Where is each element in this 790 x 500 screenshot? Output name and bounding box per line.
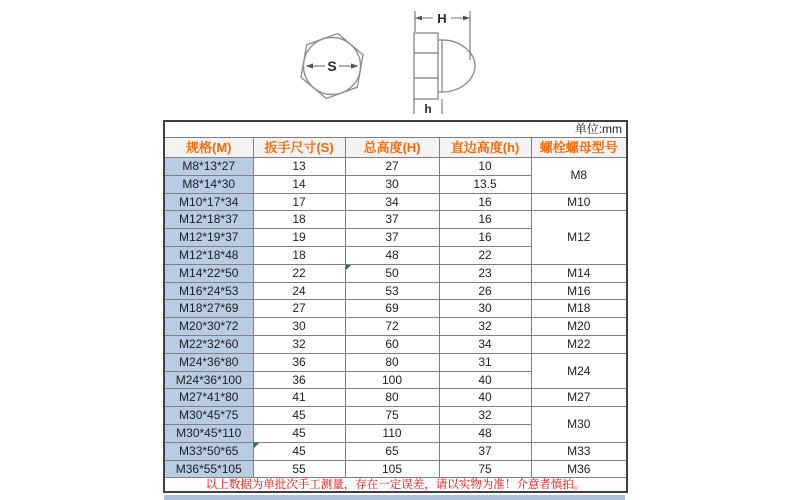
excel-comment-flag-icon [254,443,259,448]
wrench-size-cell: 36 [253,353,345,371]
side-height-cell: 23 [439,264,531,282]
arrow-left-icon [306,63,314,68]
side-height-cell: 31 [439,353,531,371]
side-height-cell: 48 [439,424,531,442]
total-height-cell: 65 [345,442,439,460]
model-cell: M22 [531,335,627,353]
wrench-size-cell: 32 [253,335,345,353]
spec-cell: M33*50*65 [164,442,253,460]
spec-cell: M10*17*34 [164,193,253,211]
wrench-size-cell: 36 [253,371,345,389]
wrench-size-cell: 17 [253,193,345,211]
spec-cell: M8*14*30 [164,175,253,193]
table-row [164,407,627,425]
model-cell: M14 [531,264,627,282]
side-height-cell: 40 [439,389,531,407]
spec-cell: M30*45*75 [164,407,253,425]
arrow-left-icon [415,16,422,21]
side-height-cell: 16 [439,229,531,247]
wrench-size-cell: 13 [253,158,345,176]
footer-disclaimer: 以上数据为单批次手工测量，存在一定误差，请以实物为准！介意者慎拍。 [164,478,627,493]
unit-note: 单位:mm [164,121,627,138]
total-height-cell: 80 [345,389,439,407]
wrench-size-cell: 24 [253,282,345,300]
s-dimension-label: S [327,58,337,74]
total-height-cell: 37 [345,229,439,247]
total-height-cell: 105 [345,460,439,478]
side-height-cell: 34 [439,335,531,353]
total-height-cell: 48 [345,246,439,264]
wrench-size-cell: 19 [253,229,345,247]
total-height-cell [345,264,439,282]
spec-cell: M30*45*110 [164,424,253,442]
total-height-cell: 72 [345,318,439,336]
side-height-label: h [424,102,432,116]
table-row [164,389,627,407]
spec-cell: M24*36*80 [164,353,253,371]
technical-drawings [285,8,485,118]
spec-cell: M8*13*27 [164,158,253,176]
wrench-size-cell [253,442,345,460]
hex-nut-top-view-drawing [298,29,366,104]
total-height-cell: 60 [345,335,439,353]
col-header-side-height: 直边高度(h) [439,138,531,158]
table-header-row [164,138,627,158]
table-row [164,318,627,336]
model-cell: M27 [531,389,627,407]
wrench-size-cell: 18 [253,211,345,229]
spec-cell: M14*22*50 [164,264,253,282]
arrow-right-icon [351,63,359,68]
spec-cell: M12*19*37 [164,229,253,247]
total-height-cell: 37 [345,211,439,229]
col-header-wrench: 扳手尺寸(S) [253,138,345,158]
spec-cell: M27*41*80 [164,389,253,407]
total-height-cell: 80 [345,353,439,371]
total-height-cell: 75 [345,407,439,425]
side-height-cell: 10 [439,158,531,176]
side-height-cell: 16 [439,211,531,229]
wrench-size-cell: 30 [253,318,345,336]
wrench-size-cell: 45 [253,424,345,442]
side-height-cell: 16 [439,193,531,211]
table-row [164,300,627,318]
total-height-cell: 69 [345,300,439,318]
spec-cell: M24*36*100 [164,371,253,389]
total-height-cell: 30 [345,175,439,193]
spec-cell: M12*18*37 [164,211,253,229]
arrow-right-icon [463,16,470,21]
side-height-cell: 32 [439,318,531,336]
wrench-size-cell: 18 [253,246,345,264]
model-cell: M33 [531,442,627,460]
table-row [164,211,627,229]
spec-cell: M16*24*53 [164,282,253,300]
wrench-size-cell: 41 [253,389,345,407]
spec-cell: M20*30*72 [164,318,253,336]
table-footer-row [164,478,627,493]
total-height-cell: 110 [345,424,439,442]
side-height-cell: 75 [439,460,531,478]
spec-cell: M22*32*60 [164,335,253,353]
cropped-next-row-strip [164,495,625,500]
table-row [164,193,627,211]
spec-cell: M12*18*48 [164,246,253,264]
wrench-size-cell: 27 [253,300,345,318]
side-height-cell: 30 [439,300,531,318]
total-height-cell: 53 [345,282,439,300]
total-height-label: H [437,11,447,26]
total-height-cell: 100 [345,371,439,389]
col-header-total-height: 总高度(H) [345,138,439,158]
side-height-cell: 40 [439,371,531,389]
model-cell: M10 [531,193,627,211]
wrench-size-cell: 45 [253,407,345,425]
table-row [164,353,627,371]
table-row [164,264,627,282]
side-height-cell: 37 [439,442,531,460]
side-height-cell: 13.5 [439,175,531,193]
dimension-table [163,120,628,493]
model-cell: M18 [531,300,627,318]
spec-cell: M18*27*69 [164,300,253,318]
total-height-cell: 34 [345,193,439,211]
wrench-size-cell: 14 [253,175,345,193]
model-cell: M36 [531,460,627,478]
cap-nut-side-view-drawing [414,11,475,116]
model-cell: M24 [531,353,627,389]
model-cell: M12 [531,211,627,264]
model-cell: M8 [531,158,627,194]
excel-comment-flag-icon [346,265,351,270]
model-cell: M20 [531,318,627,336]
side-height-cell: 26 [439,282,531,300]
cell-value: 45 [292,443,306,458]
spec-cell: M36*55*105 [164,460,253,478]
col-header-spec: 规格(M) [164,138,253,158]
cell-value: 50 [385,265,399,280]
side-height-cell: 32 [439,407,531,425]
model-cell: M16 [531,282,627,300]
wrench-size-cell: 22 [253,264,345,282]
table-row [164,442,627,460]
col-header-model: 螺栓螺母型号 [531,138,627,158]
model-cell: M30 [531,407,627,443]
table-row [164,158,627,176]
side-height-cell: 22 [439,246,531,264]
table-row [164,121,627,138]
table-row [164,282,627,300]
table-row [164,460,627,478]
wrench-size-cell: 55 [253,460,345,478]
total-height-cell: 27 [345,158,439,176]
table-row [164,335,627,353]
